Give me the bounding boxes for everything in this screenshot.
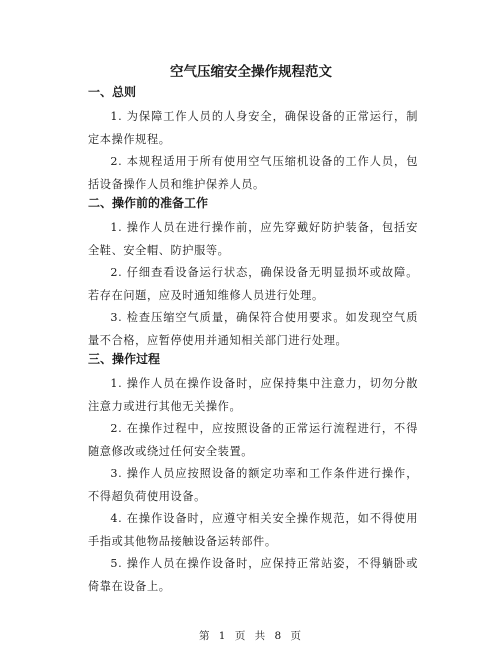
section-operation bbox=[88, 351, 418, 598]
footer-total-pages: 8 bbox=[274, 630, 284, 642]
paragraph: 3. 操作人员应按照设备的额定功率和工作条件进行操作，不得超负荷使用设备。 bbox=[88, 467, 418, 503]
section-heading: 三、操作过程 bbox=[88, 352, 161, 366]
paragraph: 5. 操作人员在操作设备时，应保持正常站姿，不得躺卧或倚靠在设备上。 bbox=[88, 557, 418, 593]
section-preparation bbox=[88, 195, 418, 352]
paragraph: 3. 检查压缩空气质量，确保符合使用要求。如发现空气质量不合格，应暂停使用并通知相关部门进行处理。 bbox=[88, 311, 418, 347]
page-number-footer bbox=[0, 628, 502, 643]
section-heading: 二、操作前的准备工作 bbox=[88, 196, 209, 210]
footer-label-total: 共 bbox=[254, 630, 268, 642]
paragraph: 2. 仔细查看设备运行状态，确保设备无明显损坏或故障。若存在问题，应及时通知维修人员进行处理。 bbox=[88, 266, 418, 302]
footer-label-total-unit: 页 bbox=[290, 630, 304, 642]
paragraph: 2. 本规程适用于所有使用空气压缩机设备的工作人员，包括设备操作人员和维护保养人员。 bbox=[88, 155, 418, 191]
section-heading: 一、总则 bbox=[88, 85, 137, 99]
section-general bbox=[88, 84, 418, 196]
footer-label-page: 第 bbox=[198, 630, 212, 642]
paragraph: 1. 操作人员在操作设备时，应保持集中注意力，切勿分散注意力或进行其他无关操作。 bbox=[88, 377, 418, 413]
paragraph: 1. 为保障工作人员的人身安全，确保设备的正常运行，制定本操作规程。 bbox=[88, 110, 418, 146]
paragraph: 1. 操作人员在进行操作前，应先穿戴好防护装备，包括安全鞋、安全帽、防护服等。 bbox=[88, 221, 418, 257]
footer-current-page: 1 bbox=[218, 630, 228, 642]
document-title: 空气压缩安全操作规程范文 bbox=[170, 64, 332, 80]
paragraph: 4. 在操作设备时，应遵守相关安全操作规范，如不得使用手指或其他物品接触设备运转部件。 bbox=[88, 512, 418, 548]
paragraph: 2. 在操作过程中，应按照设备的正常运行流程进行，不得随意修改或绕过任何安全装置。 bbox=[88, 422, 418, 458]
footer-label-page-unit: 页 bbox=[234, 630, 248, 642]
